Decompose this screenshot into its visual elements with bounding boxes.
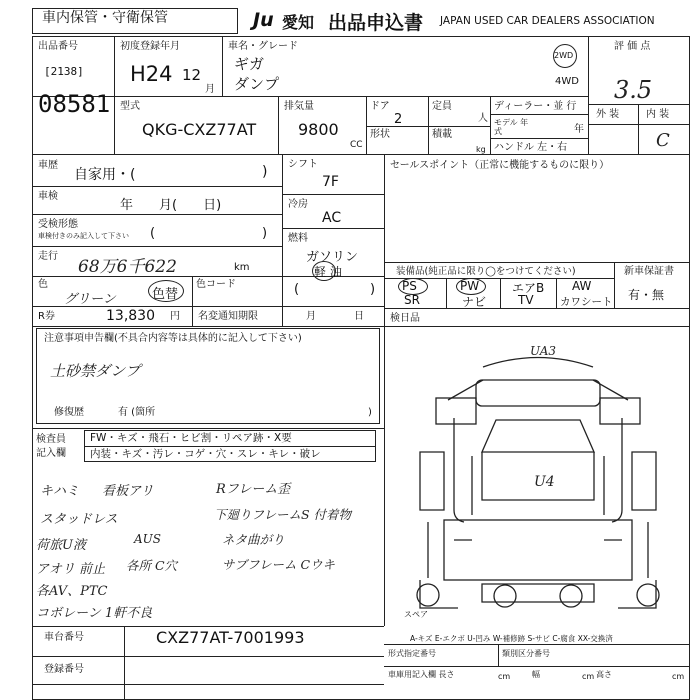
inspection-label: 車検 <box>38 191 58 202</box>
hw-line-2b: 下廻りフレームS 付着物 <box>214 507 352 522</box>
mileage-label: 走行 <box>38 251 58 262</box>
mod-label: 受検形態 <box>38 219 78 230</box>
dealer-label: ディーラー・並 行 <box>494 101 577 112</box>
address-day: 日 <box>354 311 364 322</box>
hw-line-4c: サブフレーム Cウキ <box>222 557 336 572</box>
diagram-center-note: U4 <box>534 474 555 490</box>
sales-point-label: セールスポイント（正常に機能するものに限り） <box>390 160 610 171</box>
displacement-label: 排気量 <box>284 101 314 112</box>
recycle-unit: 円 <box>170 311 180 322</box>
model-label: 型式 <box>120 101 140 112</box>
listing-no: 08581 <box>38 90 111 118</box>
address-deadline-label: 名変通知期限 <box>198 311 258 322</box>
car-name-label: 車名・グレード <box>228 41 298 52</box>
hw-line-5: 各AV、PTC <box>36 584 108 599</box>
eacon-label: エアB <box>512 281 545 295</box>
door-value: 2 <box>394 112 403 127</box>
shift-value: 7F <box>322 174 339 190</box>
drive-2wd: 2WD <box>554 51 574 60</box>
spare-label: スペア <box>404 610 428 619</box>
hw-line-6: コボレーン 1軒不良 <box>36 606 153 621</box>
load-unit: kg <box>476 145 486 154</box>
class-number-label: 類別区分番号 <box>502 649 550 658</box>
mod-sub: 車検付きのみ記入して下さい <box>38 232 129 240</box>
registration-label: 登録番号 <box>44 664 84 675</box>
int-grade-label: 内 装 <box>646 109 670 120</box>
recycle-label: R券 <box>38 311 55 322</box>
first-reg-month: 12 <box>182 66 202 84</box>
inspector-label-2: 記入欄 <box>36 448 66 459</box>
sr-label: SR <box>404 293 420 307</box>
first-reg-month-unit: 月 <box>205 84 215 95</box>
diagram-top-note: UA3 <box>530 344 557 358</box>
first-reg-era: H24 <box>130 62 173 86</box>
ac-value: AC <box>322 210 342 226</box>
damage-legend: A-キズ E-エクボ U-凹み W-補修跡 S-サビ C-腐食 XX-交換済 <box>410 634 613 643</box>
car-name-2: ダンプ <box>234 75 280 93</box>
ac-label: 冷房 <box>288 199 308 210</box>
association-name: JAPAN USED CAR DEALERS ASSOCIATION <box>440 15 655 27</box>
first-reg-label: 初度登録年月 <box>120 41 180 52</box>
drive-4wd: 4WD <box>555 76 579 87</box>
garage-height-unit: cm <box>672 672 685 681</box>
garage-length-label: 車庫用記入欄 長さ <box>388 670 455 679</box>
capacity-label: 定員 <box>432 101 452 112</box>
garage-height-label: 高さ <box>596 670 612 679</box>
hw-line-3b: AUS <box>134 532 161 546</box>
tv-label: TV <box>518 293 534 307</box>
car-name-1: ギガ <box>234 55 265 73</box>
type-number-label: 形式指定番号 <box>388 649 436 658</box>
hw-line-1c: Rフレーム歪 <box>216 482 291 497</box>
kawa-label: カワシート <box>560 296 613 308</box>
color-label: 色 <box>38 279 48 290</box>
inspector-row-1: FW・キズ・飛石・ヒビ割・リペア跡・X要 <box>90 432 292 444</box>
hw-line-1b: 看板アリ <box>102 484 154 499</box>
listing-no-box: [2138] <box>44 65 84 78</box>
model-value: QKG-CXZ77AT <box>142 120 257 139</box>
fuel-diesel: 軽 油 <box>314 265 342 279</box>
fuel-label: 燃料 <box>288 233 308 244</box>
mileage-value: 68万6千622 <box>78 257 177 277</box>
grade-label: 評 価 点 <box>614 41 651 52</box>
fuel-paren-open: ( <box>294 282 300 297</box>
displacement-unit: CC <box>350 140 363 150</box>
navi-label: ナビ <box>462 295 487 309</box>
inspection-column-label: 検日品 <box>390 313 420 324</box>
shape-label: 形状 <box>370 129 390 140</box>
equipment-label: 装備品(純正品に限り◯をつけてください) <box>396 266 576 277</box>
notes-label: 注意事項申告欄(不具合内容等は具体的に記入して下さい) <box>44 333 302 344</box>
history-label: 車歴 <box>38 160 58 171</box>
pw-label: PW <box>460 279 480 293</box>
inspection-value: 年 月( 日) <box>120 198 222 213</box>
garage-width-label: 幅 <box>532 670 540 679</box>
shift-label: シフト <box>288 159 318 170</box>
hw-line-3a: 荷旅U液 <box>36 538 86 553</box>
door-label: ドア <box>370 101 390 112</box>
hw-line-4a: アオリ 前止 <box>36 562 106 577</box>
inspector-label-1: 検査員 <box>36 434 66 445</box>
hw-line-2a: スタッドレス <box>40 512 118 527</box>
repair-close: ) <box>368 407 372 418</box>
storage-label: 車内保管・守衛保管 <box>42 10 168 26</box>
chassis-value: CXZ77AT-7001993 <box>156 628 305 647</box>
mod-paren-open: ( <box>150 226 156 241</box>
load-label: 積載 <box>432 129 452 140</box>
history-value: 自家用・( <box>74 167 136 183</box>
capacity-unit: 人 <box>478 113 488 124</box>
fuel-value: ガソリン <box>306 250 359 265</box>
history-close: ) <box>262 164 268 180</box>
color-change: 色替 <box>152 287 179 302</box>
hw-line-1a: キハミ <box>40 484 80 499</box>
recycle-value: 13,830 <box>106 308 155 324</box>
color-value: グリーン <box>64 292 116 307</box>
color-code-label: 色コード <box>196 279 236 290</box>
model-year-label: モデル 年 式 <box>494 118 529 136</box>
address-month: 月 <box>306 311 316 322</box>
hw-line-3c: ネタ曲がり <box>222 532 285 547</box>
logo-org: 愛知 <box>282 13 315 32</box>
displacement-value: 9800 <box>298 120 339 139</box>
aw-label: AW <box>572 279 592 293</box>
handle-label: ハンドル 左・右 <box>494 142 568 153</box>
ps-label: PS <box>402 279 417 293</box>
fuel-paren-close: ) <box>370 282 376 297</box>
mod-paren-close: ) <box>262 226 268 241</box>
hw-line-4b: 各所 C穴 <box>126 558 178 573</box>
repair-value: 有 (箇所 <box>118 407 156 418</box>
mileage-unit: km <box>234 262 250 273</box>
model-year-unit: 年 <box>574 124 584 135</box>
inspector-row-2: 内装・キズ・汚レ・コゲ・穴・スレ・キレ・破レ <box>90 448 321 460</box>
form-title: 出品申込書 <box>328 12 424 34</box>
int-grade-value: C <box>656 130 670 151</box>
ext-grade-label: 外 装 <box>596 109 620 120</box>
ju-logo: Ju <box>253 9 274 31</box>
vehicle-damage-diagram <box>388 340 688 640</box>
warranty-value: 有・無 <box>628 288 665 302</box>
chassis-label: 車台番号 <box>44 632 84 643</box>
repair-label: 修復歴 <box>54 407 84 418</box>
garage-length-unit: cm <box>498 672 511 681</box>
garage-width-unit: cm <box>582 672 595 681</box>
notes-value: 土砂禁ダンプ <box>50 362 141 380</box>
listing-no-label: 出品番号 <box>38 41 78 52</box>
warranty-label: 新車保証書 <box>624 266 674 277</box>
grade-value: 3.5 <box>614 76 653 104</box>
